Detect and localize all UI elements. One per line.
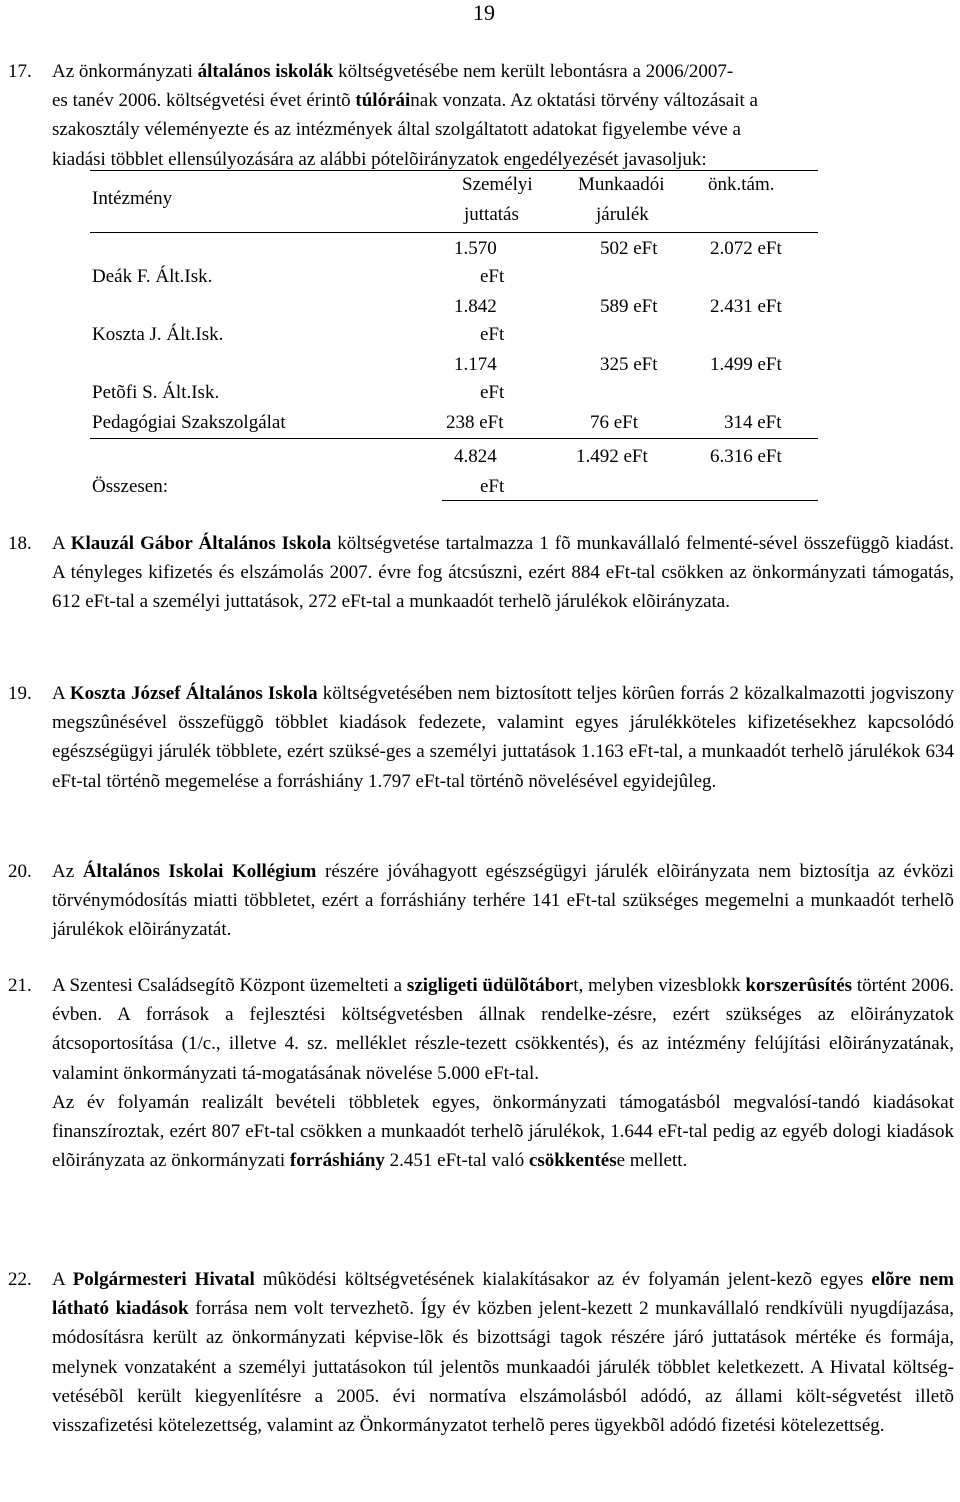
page-number: 19 [473, 0, 495, 25]
table-cell: 4.824 [454, 446, 497, 467]
item-19 [8, 679, 954, 796]
text: költségvetése tartalmazza 1 fõ munkavállaló felmenté-sével összefüggõ kiadást. A tényleges kifizetés és elszámolás 2007. évre fog átcsúszni, ezért 884 eFt-tal csökken az önkormányzati támogatás, 612 eFt-tal a személyi juttatások, 272 eFt-tal a munkaadót terhelõ járulékok elõirányzata. [52, 533, 954, 613]
text: költségvetésébe nem került lebontásra a 2006/2007- [333, 61, 734, 82]
text: t, melyben vizesblokk [573, 975, 746, 996]
text: A [52, 1269, 73, 1290]
table-rule [90, 438, 818, 439]
table-cell: eFt [480, 266, 505, 287]
text: forrása nem volt tervezhetõ. Így év közben jelent-kezett 2 munkavállaló rendkívüli nyugdíjazása, módosításra került az önkormányzati képvise-lõk és bizottsági tagok részére járó juttatások mértéke és formája, melynek vonzataként a személyi juttatásokon túl jelentõs munkaadói járulék többlet keletkezett. A Hivatal költség-vetésébõl került kiegyenlítésre a 2005. évi normatíva elszámolásból adódó, az állami költ-ségvetést illetõ visszafizetési kötelezettség, valamint az Önkormányzatot terhelõ peres ügyekbõl adódó fizetési kötelezettség. [52, 1298, 954, 1437]
emphasis: Általános Iskolai Kollégium [82, 861, 317, 882]
text: es tanév 2006. költségvetési évet érintõ [52, 90, 356, 112]
item-20 [8, 857, 954, 945]
item-number: 21. [8, 975, 32, 996]
item-number: 22. [8, 1269, 32, 1290]
table-cell: 2.431 eFt [710, 296, 782, 317]
table-rule [90, 232, 818, 233]
table-cell: 589 eFt [600, 296, 658, 317]
table-row-label: Koszta J. Ált.Isk. [92, 324, 224, 345]
text: e mellett. [616, 1150, 688, 1172]
text: költségvetésében nem biztosított teljes körûen forrás 2 közalkalmazotti jogviszony megszûnésével összefüggõ többlet kiadások fedezete, valamint egyes járulékköteles kifizetésekhez kapcsolódó egészségügyi járulék többlete, ezért szüksé-ges a személyi juttatások 1.163 eFt-tal, a munkaadót terhelõ járulékok 634 eFt-tal történõ megemelése a forráshiány 1.797 eFt-tal történõ növelésével egyidejûleg. [52, 683, 954, 792]
item-22 [8, 1265, 954, 1440]
text: Az [52, 861, 83, 882]
table-cell: 325 eFt [600, 354, 658, 375]
table-row-label: Összesen: [92, 476, 168, 497]
table-rule [442, 500, 818, 501]
item-number: 19. [8, 683, 32, 704]
text: történt 2006. évben. A források a fejlesztési költségvetésben állnak rendelke-zésre, ezért szükséges az elõirányzatok átcsoportosítása (1/c., illetve 4. sz. melléklet részle-tezett csökkentés), és az intézmény felújítási elõirányzatának, valamint önkormányzati tá-mogatásának növelése 5.000 eFt-tal. [52, 975, 954, 1084]
emphasis: általános iskolák [197, 61, 334, 82]
emphasis: csökkentés [528, 1150, 617, 1172]
emphasis: Koszta József Általános Iskola [69, 683, 318, 704]
table-cell: 6.316 eFt [710, 446, 782, 467]
text: kiadási többlet ellensúlyozására az alábbi pótelõirányzatok engedélyezését javasoljuk: [52, 148, 707, 170]
header-personal: juttatás [464, 204, 519, 225]
text: A [52, 683, 70, 704]
text: 2.451 eFt-tal való [384, 1150, 529, 1172]
header-employer: járulék [596, 204, 649, 225]
table-cell: 1.174 [454, 354, 497, 375]
table-cell: 1.499 eFt [710, 354, 782, 375]
table-cell: 238 eFt [446, 412, 504, 433]
emphasis: korszerûsítés [745, 975, 853, 996]
text: részére jóváhagyott egészségügyi járulék elõirányzata nem biztosítja az évközi törvénymódosítás miatti többletet, ezért a forráshiány terhére 141 eFt-tal szükséges megemelni a munkaadót terhelõ járulékok elõirányzatát. [52, 861, 955, 941]
table-cell: 2.072 eFt [710, 238, 782, 259]
text: nak vonzata. Az oktatási törvény változásait a [410, 90, 758, 112]
item-number: 17. [8, 61, 32, 82]
emphasis: Polgármesteri Hivatal [72, 1269, 255, 1290]
item-21 [8, 971, 954, 1175]
table-cell: 314 eFt [724, 412, 782, 433]
table-cell: 1.570 [454, 238, 497, 259]
text: A [52, 533, 71, 554]
emphasis: szigligeti üdülõtábor [406, 975, 574, 996]
table-row-label: Petõfi S. Ált.Isk. [92, 382, 220, 403]
table-cell: eFt [480, 324, 505, 345]
table-cell: 1.492 eFt [576, 446, 648, 467]
table-cell: eFt [480, 382, 505, 403]
header-support: önk.tám. [708, 174, 775, 195]
text: Az önkormányzati [52, 61, 198, 82]
text: szakosztály véleményezte és az intézmények által szolgáltatott adatokat figyelembe véve a [52, 119, 741, 141]
emphasis: túlórái [355, 90, 411, 112]
table-cell: 502 eFt [600, 238, 658, 259]
item-17 [8, 57, 954, 174]
item-18 [8, 529, 954, 617]
text: Az év folyamán realizált bevételi többletek egyes, önkormányzati támogatásból megvalósí-tandó kiadásokat finanszíroztak, ezért 807 eFt-tal csökken a munkaadót terhelõ járulékok, 1.644 eFt-tal pedig az egyéb dologi kiadások elõirányzata az önkormányzati [52, 1091, 954, 1172]
header-personal: Személyi [462, 174, 533, 195]
text: mûködési költségvetésének kialakításakor az év folyamán jelent-kezõ egyes [254, 1269, 872, 1290]
table-rule [90, 170, 818, 171]
table-cell: eFt [480, 476, 505, 497]
emphasis: forráshiány [289, 1150, 385, 1172]
emphasis: Klauzál Gábor Általános Iskola [70, 533, 332, 554]
item-number: 20. [8, 861, 32, 882]
table-row-label: Deák F. Ált.Isk. [92, 266, 213, 287]
table-row-label: Pedagógiai Szakszolgálat [92, 412, 286, 433]
table-cell: 1.842 [454, 296, 497, 317]
text: A Szentesi Családsegítõ Központ üzemelteti a [52, 975, 407, 996]
emphasis: elõre nem látható kiadások [52, 1269, 954, 1320]
table-cell: 76 eFt [590, 412, 639, 433]
header-employer: Munkaadói [578, 174, 665, 195]
header-institution: Intézmény [92, 188, 173, 209]
item-number: 18. [8, 533, 32, 554]
